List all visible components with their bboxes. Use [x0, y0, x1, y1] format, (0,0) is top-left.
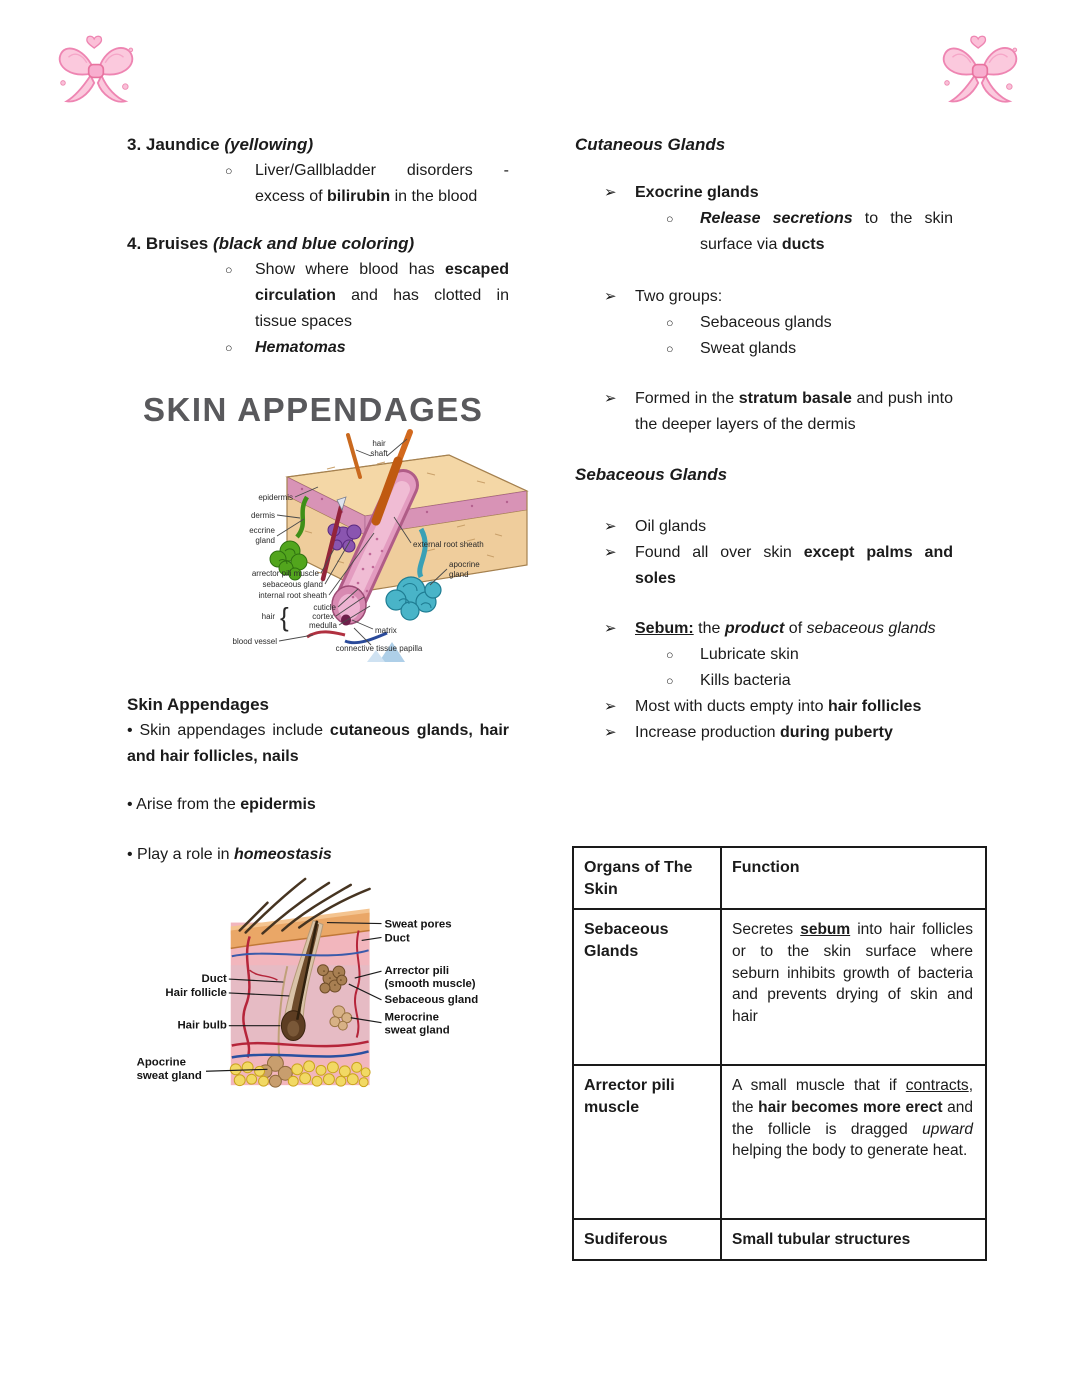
list-item	[127, 158, 509, 210]
label-connective-tissue-papilla: connective tissue papilla	[335, 644, 423, 653]
label-cuticle: cuticle	[313, 603, 336, 612]
list-item	[127, 257, 509, 335]
arrow-bullet-icon: ➢	[604, 184, 617, 201]
label-apocrine-gland-1: apocrine	[449, 560, 480, 569]
list-item	[575, 386, 953, 438]
circle-bullet-icon: ○	[666, 342, 674, 356]
table-cell-function: Small tubular structures	[721, 1219, 986, 1260]
list-item-text: Sebum: the product of sebaceous glands	[635, 620, 936, 637]
list-item-text: Most with ducts empty into hair follicles	[635, 698, 922, 715]
list-item	[127, 335, 509, 361]
skin-appendages-figure	[127, 369, 539, 664]
arrow-bullet-icon: ➢	[604, 544, 617, 561]
arrow-bullet-icon: ➢	[604, 698, 617, 715]
table-cell-organ: Sudiferous	[573, 1219, 721, 1260]
label-merocrine-1: Merocrine	[384, 1011, 439, 1024]
list-item	[575, 336, 953, 362]
label-apocrine-gland-2: gland	[449, 570, 469, 579]
label-blood-vessel: blood vessel	[232, 637, 277, 646]
hair-brace: {	[280, 602, 289, 632]
list-item-text: Lubricate skin	[700, 646, 799, 663]
list-item-text: Show where blood has escaped circulation and has clotted in tissue spaces	[255, 261, 509, 330]
table-cell-function: Secretes sebum into hair follicles or to the skin surface where seburn inhibits growth of bacteria and prevents drying of skin and hair	[721, 909, 986, 1065]
label-external-root-sheath: external root sheath	[413, 540, 484, 549]
label-merocrine-2: sweat gland	[384, 1024, 450, 1037]
paragraph: • Play a role in homeostasis	[127, 846, 332, 863]
table-header-function: Function	[721, 847, 986, 909]
label-duct-left: Duct	[201, 973, 227, 986]
list-item-text: Sebaceous glands	[700, 314, 832, 331]
table-cell-organ: Sebaceous Glands	[573, 909, 721, 1065]
list-item-text: Liver/Gallbladder disorders - excess of bilirubin in the blood	[255, 162, 509, 205]
arrow-bullet-icon: ➢	[604, 390, 617, 407]
list-item-text: Increase production during puberty	[635, 724, 893, 741]
list-item-text: Two groups:	[635, 288, 723, 305]
circle-bullet-icon: ○	[225, 341, 233, 355]
table-header-row	[573, 847, 986, 909]
label-matrix: matrix	[375, 626, 397, 635]
label-internal-root-sheath: internal root sheath	[258, 591, 327, 600]
heart-icon	[87, 36, 102, 48]
skin-appendages-heading: Skin Appendages	[127, 695, 270, 714]
label-dermis: dermis	[250, 511, 275, 520]
label-medulla: medulla	[308, 621, 337, 630]
left-column	[127, 132, 509, 1104]
circle-bullet-icon: ○	[666, 674, 674, 688]
table-header-organs: Organs of The Skin	[573, 847, 721, 909]
list-item-text: Release secretions to the skin surface via ducts	[700, 210, 953, 253]
list-item-text: Sweat glands	[700, 340, 797, 357]
paragraph: • Arise from the epidermis	[127, 796, 316, 813]
circle-bullet-icon: ○	[225, 263, 233, 277]
sebaceous-glands-heading: Sebaceous Glands	[575, 465, 728, 484]
label-arrector-pili-2: (smooth muscle)	[384, 978, 476, 991]
arrow-bullet-icon: ➢	[604, 724, 617, 741]
table-row	[573, 1219, 986, 1260]
list-item	[575, 540, 953, 592]
label-apocrine-2: sweat gland	[136, 1070, 202, 1083]
table-row	[573, 1065, 986, 1219]
list-item	[575, 310, 953, 336]
list-item-text: Formed in the stratum basale and push into the deeper layers of the dermis	[635, 390, 954, 433]
circle-bullet-icon: ○	[225, 164, 233, 178]
arrow-bullet-icon: ➢	[604, 518, 617, 535]
heart-icon	[971, 36, 986, 48]
list-item-text: Oil glands	[635, 518, 707, 535]
table-row	[573, 909, 986, 1065]
bruises-heading: 4. Bruises (black and blue coloring)	[127, 234, 415, 253]
organs-function-table	[572, 846, 987, 1261]
label-duct-right: Duct	[384, 932, 410, 945]
list-item-text: Hematomas	[255, 339, 346, 356]
label-hair-bulb: Hair bulb	[177, 1019, 227, 1032]
list-item-text: Kills bacteria	[700, 672, 791, 689]
label-hair-shaft-1: hair	[372, 439, 386, 448]
label-sebaceous-gland: sebaceous gland	[262, 580, 323, 589]
list-item	[575, 694, 953, 720]
label-hair-follicle: Hair follicle	[165, 986, 227, 999]
list-item	[575, 616, 953, 642]
list-item	[575, 284, 953, 310]
label-arrector-pili-1: Arrector pili	[384, 965, 450, 978]
paragraph: • Skin appendages include cutaneous glands, hair and hair follicles, nails	[127, 722, 509, 765]
list-item	[575, 642, 953, 668]
label-epidermis: epidermis	[258, 493, 293, 502]
circle-bullet-icon: ○	[666, 648, 674, 662]
label-cortex: cortex	[312, 612, 334, 621]
right-column	[575, 132, 953, 746]
list-item	[575, 668, 953, 694]
pink-bow-icon	[52, 28, 140, 114]
circle-bullet-icon: ○	[666, 316, 674, 330]
label-eccrine-gland-2: gland	[255, 536, 275, 545]
hair-follicle-figure	[127, 871, 520, 1104]
list-item-text: Exocrine glands	[635, 184, 759, 201]
list-item	[575, 180, 953, 206]
list-item	[575, 720, 953, 746]
table-cell-organ: Arrector pili muscle	[573, 1065, 721, 1219]
list-item-text: Found all over skin except palms and soles	[635, 544, 954, 587]
pink-bow-icon	[936, 28, 1024, 114]
list-item	[575, 514, 953, 540]
table-cell-function: A small muscle that if contracts, the hair becomes more erect and the follicle is dragged upward helping the body to generate heat.	[721, 1065, 986, 1219]
arrow-bullet-icon: ➢	[604, 288, 617, 305]
figure-title: SKIN APPENDAGES	[143, 391, 484, 428]
arrow-bullet-icon: ➢	[604, 620, 617, 637]
label-apocrine-1: Apocrine	[136, 1056, 186, 1069]
circle-bullet-icon: ○	[666, 212, 674, 226]
label-sebaceous-gland: Sebaceous gland	[384, 993, 479, 1006]
jaundice-heading: 3. Jaundice (yellowing)	[127, 135, 314, 154]
label-sweat-pores: Sweat pores	[384, 918, 452, 931]
cutaneous-glands-heading: Cutaneous Glands	[575, 135, 726, 154]
label-arrector-pili-muscle: arrector pili muscle	[251, 569, 319, 578]
label-eccrine-gland-1: eccrine	[249, 526, 275, 535]
label-hair-shaft-2: shaft	[370, 449, 388, 458]
label-hair: hair	[261, 612, 275, 621]
list-item	[575, 206, 953, 258]
